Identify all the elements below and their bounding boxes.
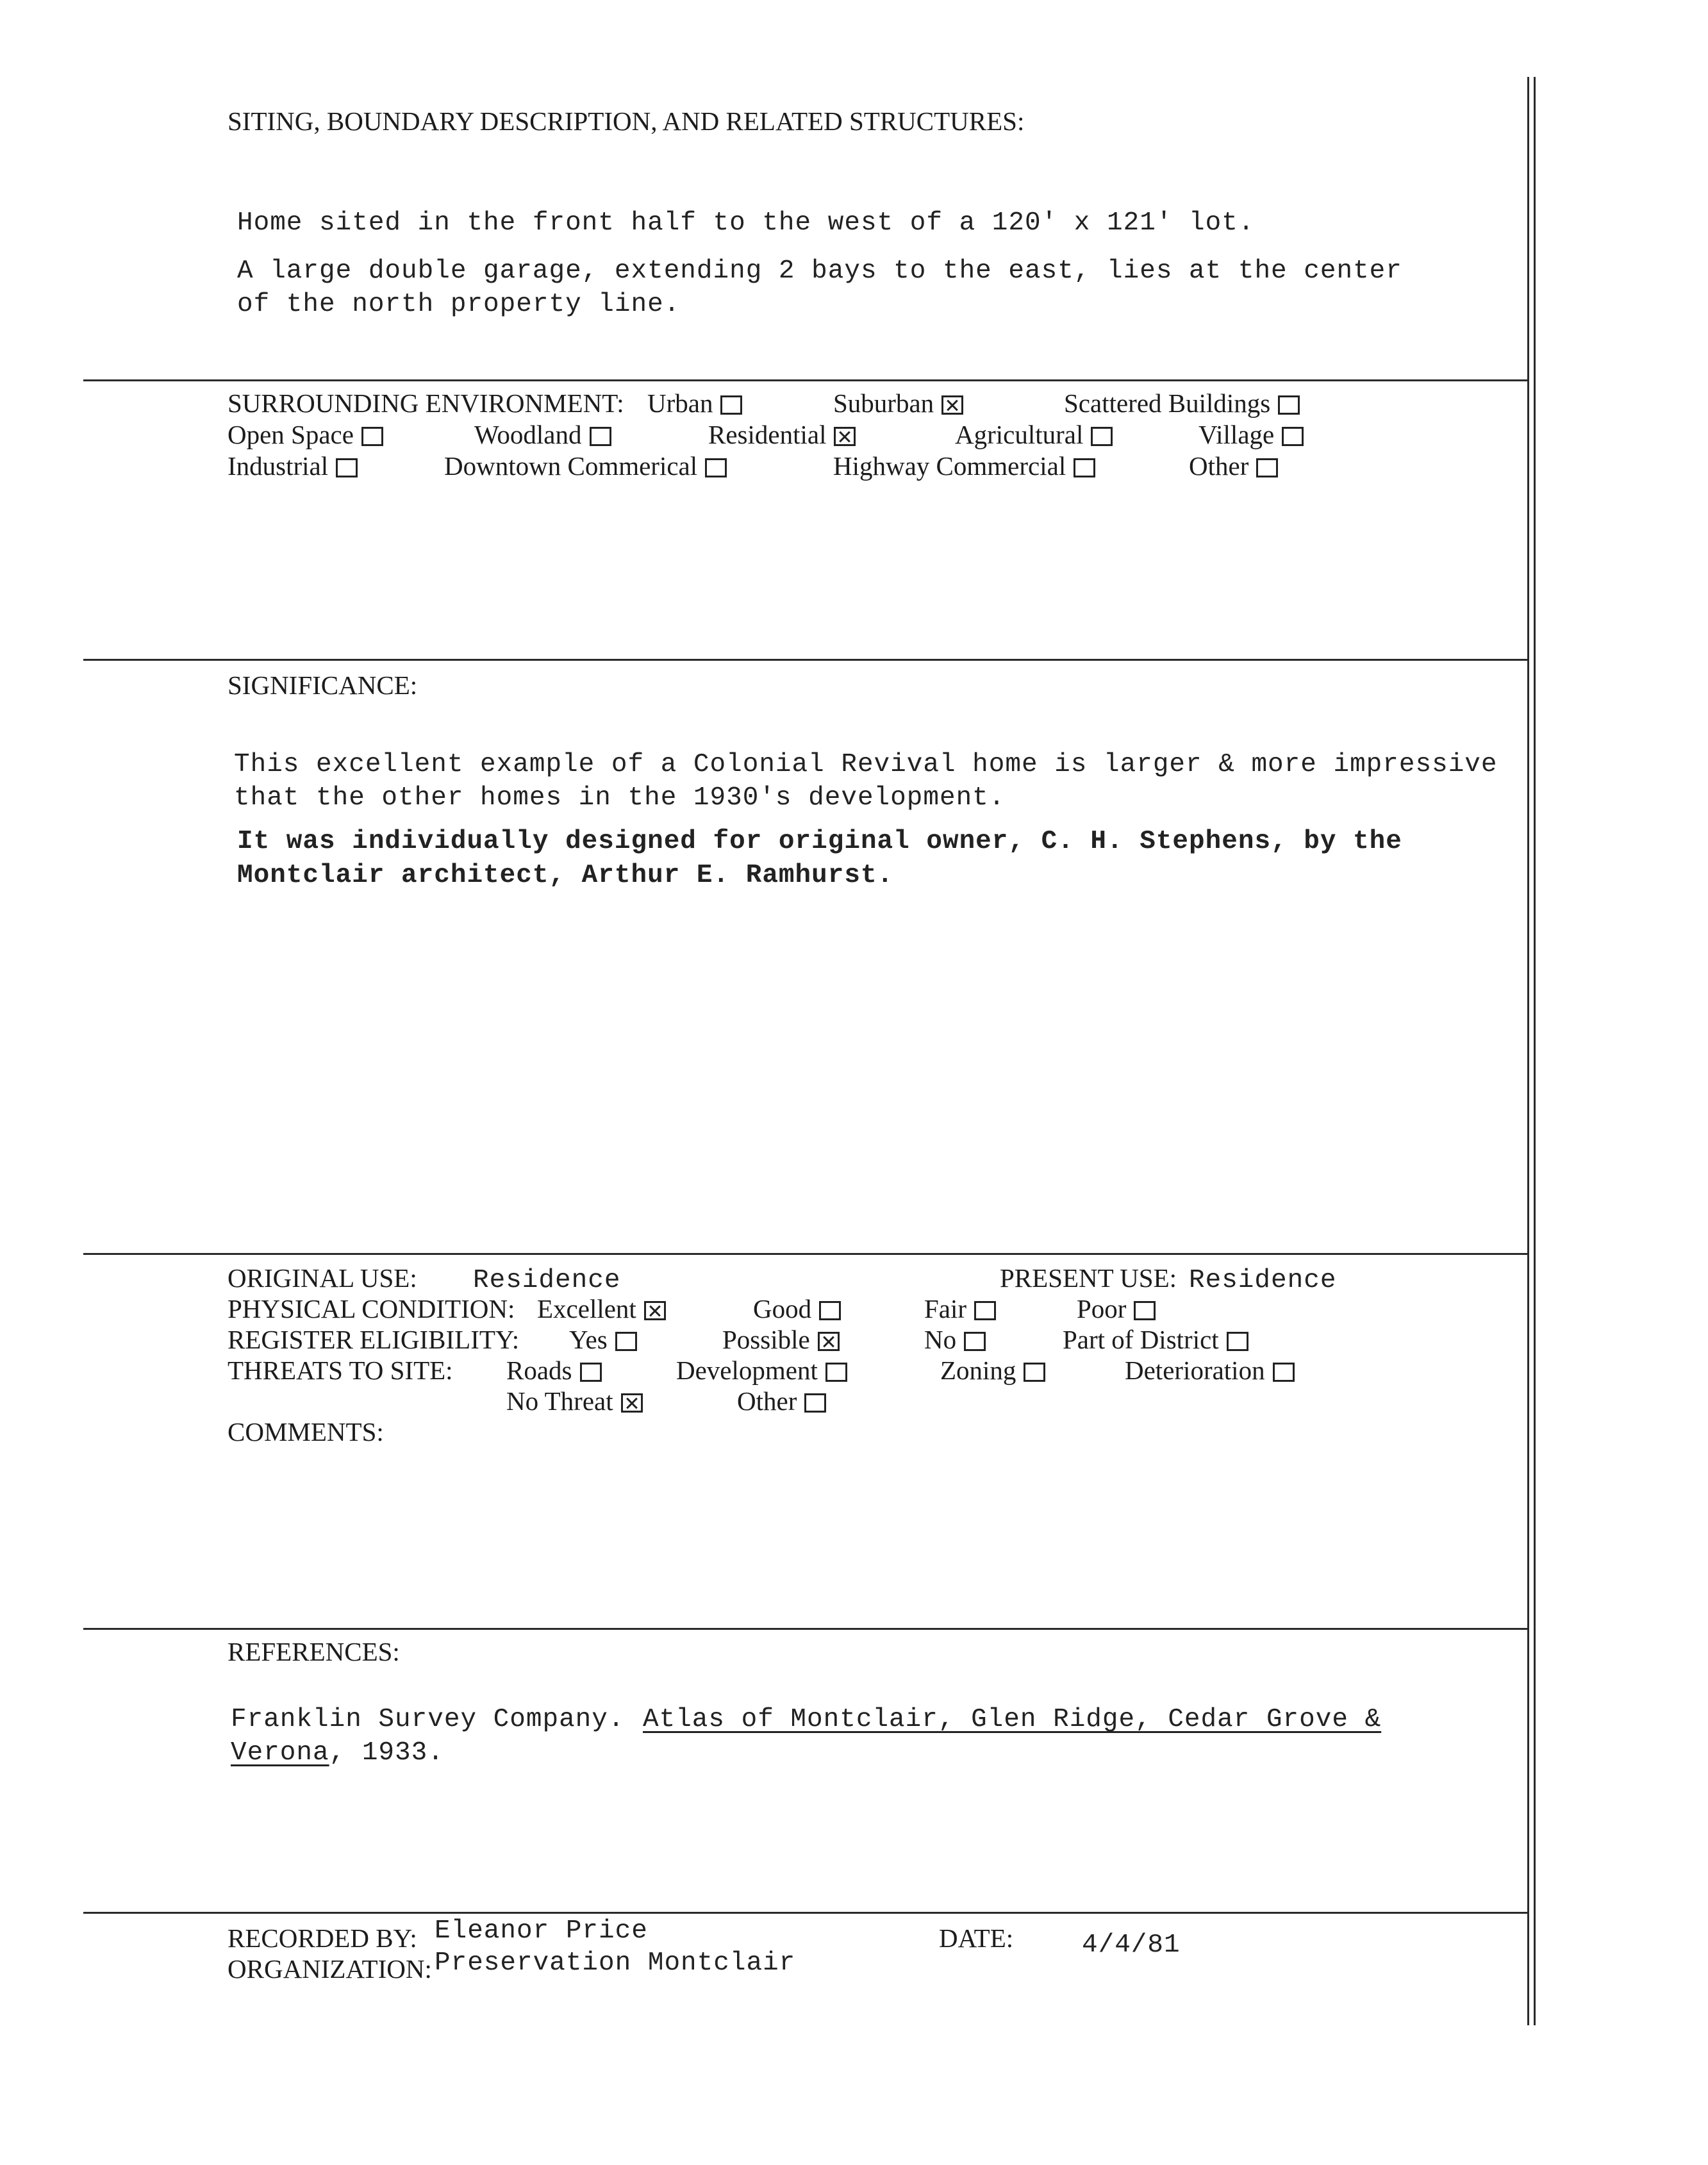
significance-heading: SIGNIFICANCE: — [228, 670, 418, 700]
env-downtown-commercial[interactable] — [444, 451, 727, 481]
condition-fair-label: Fair — [924, 1294, 967, 1323]
env-industrial-checkbox[interactable] — [336, 458, 358, 477]
env-residential-label: Residential — [708, 420, 827, 449]
condition-excellent-label: Excellent — [537, 1294, 636, 1323]
threats-label: THREATS TO SITE: — [228, 1356, 453, 1385]
env-open-space[interactable] — [228, 419, 383, 450]
condition-excellent-checkbox[interactable] — [644, 1301, 666, 1320]
env-other[interactable] — [1189, 451, 1278, 481]
threat-zoning[interactable] — [940, 1355, 1045, 1386]
reference-title-part-1: Atlas of Montclair, Glen Ridge, Cedar Grove & — [643, 1705, 1382, 1734]
threat-development-checkbox[interactable] — [825, 1363, 847, 1382]
threat-zoning-checkbox[interactable] — [1024, 1363, 1045, 1382]
env-residential-checkbox[interactable] — [834, 427, 856, 446]
condition-fair[interactable] — [924, 1293, 996, 1324]
env-highway-commercial-checkbox[interactable] — [1074, 458, 1095, 477]
present-use-value: Residence — [1189, 1266, 1337, 1295]
env-downtown-commercial-checkbox[interactable] — [705, 458, 727, 477]
divider-3 — [83, 1253, 1529, 1255]
condition-poor-label: Poor — [1077, 1294, 1127, 1323]
env-suburban-checkbox[interactable] — [941, 395, 963, 415]
condition-fair-checkbox[interactable] — [974, 1301, 996, 1320]
siting-line-3: of the north property line. — [237, 290, 681, 319]
threat-no-threat[interactable] — [506, 1386, 643, 1416]
eligibility-no-checkbox[interactable] — [964, 1332, 986, 1351]
env-urban-checkbox[interactable] — [720, 395, 742, 415]
threat-other-checkbox[interactable] — [804, 1393, 826, 1413]
right-border-outer — [1527, 77, 1529, 2025]
env-downtown-commercial-label: Downtown Commerical — [444, 451, 698, 481]
env-agricultural-checkbox[interactable] — [1091, 427, 1113, 446]
threat-no-threat-checkbox[interactable] — [621, 1393, 643, 1413]
eligibility-yes[interactable] — [569, 1324, 637, 1355]
organization-value: Preservation Montclair — [435, 1948, 796, 1978]
reference-line-2 — [231, 1738, 444, 1768]
env-scattered-buildings-label: Scattered Buildings — [1064, 388, 1271, 418]
original-use-label: ORIGINAL USE: — [228, 1263, 417, 1293]
recorded-by-value: Eleanor Price — [435, 1916, 648, 1946]
env-woodland[interactable] — [474, 419, 611, 450]
env-urban[interactable] — [647, 388, 742, 419]
siting-line-1: Home sited in the front half to the west of a 120' x 121' lot. — [237, 208, 1255, 238]
env-scattered-buildings-checkbox[interactable] — [1278, 395, 1300, 415]
threat-roads[interactable] — [506, 1355, 602, 1386]
eligibility-no-label: No — [924, 1325, 957, 1354]
threat-development-label: Development — [676, 1356, 818, 1385]
env-suburban[interactable] — [833, 388, 963, 419]
organization-label: ORGANIZATION: — [228, 1954, 432, 1984]
threat-roads-checkbox[interactable] — [580, 1363, 602, 1382]
eligibility-possible-checkbox[interactable] — [818, 1332, 840, 1351]
condition-poor-checkbox[interactable] — [1134, 1301, 1156, 1320]
env-village-label: Village — [1198, 420, 1275, 449]
env-highway-commercial-label: Highway Commercial — [833, 451, 1066, 481]
threat-other[interactable] — [737, 1386, 826, 1416]
eligibility-part-of-district[interactable] — [1063, 1324, 1248, 1355]
env-scattered-buildings[interactable] — [1064, 388, 1300, 419]
condition-good-checkbox[interactable] — [819, 1301, 841, 1320]
condition-good-label: Good — [753, 1294, 812, 1323]
eligibility-yes-label: Yes — [569, 1325, 608, 1354]
eligibility-possible-label: Possible — [722, 1325, 810, 1354]
condition-good[interactable] — [753, 1293, 841, 1324]
env-agricultural[interactable] — [955, 419, 1113, 450]
env-other-label: Other — [1189, 451, 1249, 481]
env-industrial-label: Industrial — [228, 451, 329, 481]
condition-excellent[interactable] — [537, 1293, 666, 1324]
right-border-inner — [1534, 77, 1536, 2025]
siting-heading: SITING, BOUNDARY DESCRIPTION, AND RELATED STRUCTURES: — [228, 106, 1025, 136]
divider-2 — [83, 659, 1529, 661]
env-woodland-checkbox[interactable] — [590, 427, 611, 446]
env-village-checkbox[interactable] — [1282, 427, 1304, 446]
env-industrial[interactable] — [228, 451, 358, 481]
significance-line-1: This excellent example of a Colonial Revival home is larger & more impressive — [234, 750, 1498, 779]
reference-title-part-2: Verona — [231, 1738, 329, 1768]
reference-author: Franklin Survey Company. — [231, 1705, 625, 1734]
env-urban-label: Urban — [647, 388, 713, 418]
register-eligibility-label: REGISTER ELIGIBILITY: — [228, 1325, 520, 1354]
env-open-space-checkbox[interactable] — [361, 427, 383, 446]
env-highway-commercial[interactable] — [833, 451, 1095, 481]
threat-no-threat-label: No Threat — [506, 1386, 613, 1416]
threat-deterioration-label: Deterioration — [1125, 1356, 1265, 1385]
date-label: DATE: — [939, 1923, 1014, 1953]
condition-poor[interactable] — [1077, 1293, 1156, 1324]
environment-heading: SURROUNDING ENVIRONMENT: — [228, 388, 624, 418]
references-heading: REFERENCES: — [228, 1637, 400, 1666]
original-use-value: Residence — [473, 1266, 621, 1295]
date-value: 4/4/81 — [1082, 1930, 1181, 1960]
threat-zoning-label: Zoning — [940, 1356, 1016, 1385]
env-woodland-label: Woodland — [474, 420, 582, 449]
recorded-by-label: RECORDED BY: — [228, 1923, 417, 1953]
threat-deterioration-checkbox[interactable] — [1273, 1363, 1295, 1382]
eligibility-possible[interactable] — [722, 1324, 840, 1355]
env-village[interactable] — [1198, 419, 1304, 450]
env-other-checkbox[interactable] — [1256, 458, 1278, 477]
physical-condition-label: PHYSICAL CONDITION: — [228, 1294, 515, 1323]
env-residential[interactable] — [708, 419, 856, 450]
eligibility-part-of-district-checkbox[interactable] — [1227, 1332, 1248, 1351]
eligibility-yes-checkbox[interactable] — [615, 1332, 637, 1351]
siting-line-2: A large double garage, extending 2 bays to the east, lies at the center — [237, 256, 1402, 286]
present-use-label: PRESENT USE: — [1000, 1263, 1177, 1293]
threat-deterioration[interactable] — [1125, 1355, 1295, 1386]
comments-label: COMMENTS: — [228, 1417, 384, 1447]
significance-line-4: Montclair architect, Arthur E. Ramhurst. — [237, 861, 894, 890]
eligibility-no[interactable] — [924, 1324, 986, 1355]
threat-roads-label: Roads — [506, 1356, 572, 1385]
divider-4 — [83, 1628, 1529, 1630]
env-agricultural-label: Agricultural — [955, 420, 1084, 449]
significance-line-3: It was individually designed for original owner, C. H. Stephens, by the — [237, 827, 1402, 856]
divider-1 — [83, 379, 1529, 381]
threat-other-label: Other — [737, 1386, 797, 1416]
env-suburban-label: Suburban — [833, 388, 934, 418]
threat-development[interactable] — [676, 1355, 847, 1386]
eligibility-part-of-district-label: Part of District — [1063, 1325, 1219, 1354]
significance-line-2: that the other homes in the 1930's development. — [234, 783, 1006, 813]
divider-5 — [83, 1912, 1529, 1914]
reference-year: , 1933. — [329, 1738, 444, 1768]
env-open-space-label: Open Space — [228, 420, 354, 449]
